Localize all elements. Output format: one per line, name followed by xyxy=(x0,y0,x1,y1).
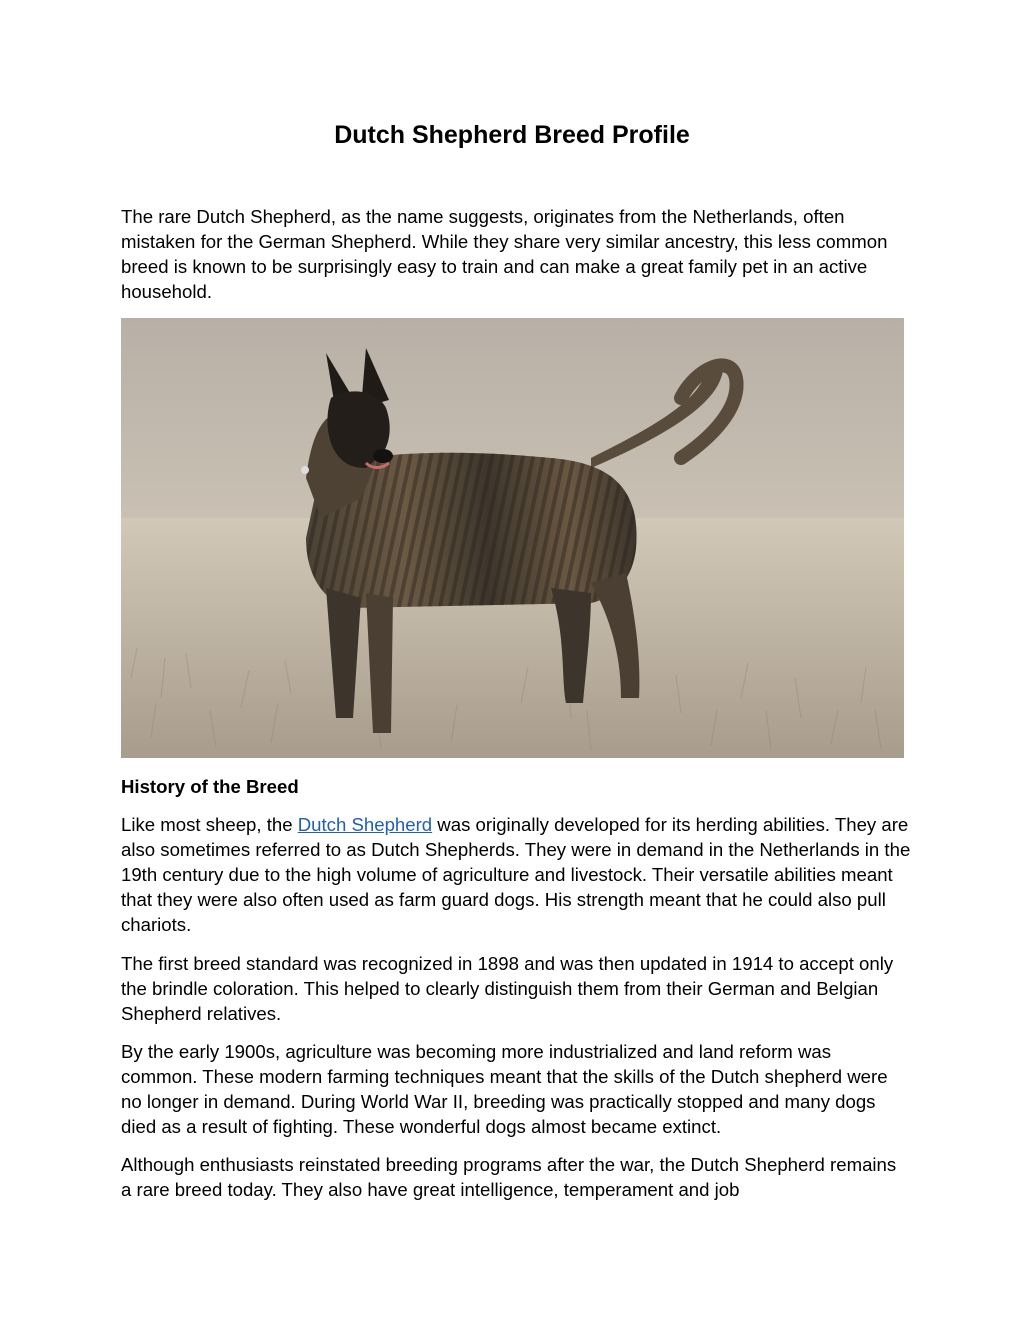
history-paragraph-1-start: Like most sheep, the xyxy=(121,814,298,835)
history-paragraph-4: Although enthusiasts reinstated breeding programs after the war, the Dutch Shepherd remains a rare breed today. They also have great intelligence, temperament and job xyxy=(121,1154,897,1200)
history-paragraph-1-rest: was originally developed for its herding abilities. They are also sometimes referred to as Dutch Shepherds. They were in demand in the Netherlands in the 19th century due to the high volume of agriculture and livestock. Their versatile abilities meant that they were also often used as farm guard dogs. His strength meant that he could also pull chariots. xyxy=(121,814,911,935)
history-heading: History of the Breed xyxy=(121,776,299,797)
dog-photo xyxy=(121,318,904,758)
history-paragraph-3: By the early 1900s, agriculture was becoming more industrialized and land reform was common. These modern farming techniques meant that the skills of the Dutch shepherd were no longer in demand. During World War II, breeding was practically stopped and many dogs died as a result of fighting. These wonderful dogs almost became extinct. xyxy=(121,1041,888,1137)
history-paragraph-2: The first breed standard was recognized in 1898 and was then updated in 1914 to accept only the brindle coloration. This helped to clearly distinguish them from their German and Belgian Shepherd relatives. xyxy=(121,953,894,1024)
dutch-shepherd-link[interactable]: Dutch Shepherd xyxy=(297,814,433,835)
history-paragraph-1 xyxy=(121,812,911,937)
page-title: Dutch Shepherd Breed Profile xyxy=(334,121,690,149)
intro-paragraph: The rare Dutch Shepherd, as the name suggests, originates from the Netherlands, often mistaken for the German Shepherd. While they share very similar ancestry, this less common breed is known to be surprisingly easy to train and can make a great family pet in an active household. xyxy=(121,206,888,302)
